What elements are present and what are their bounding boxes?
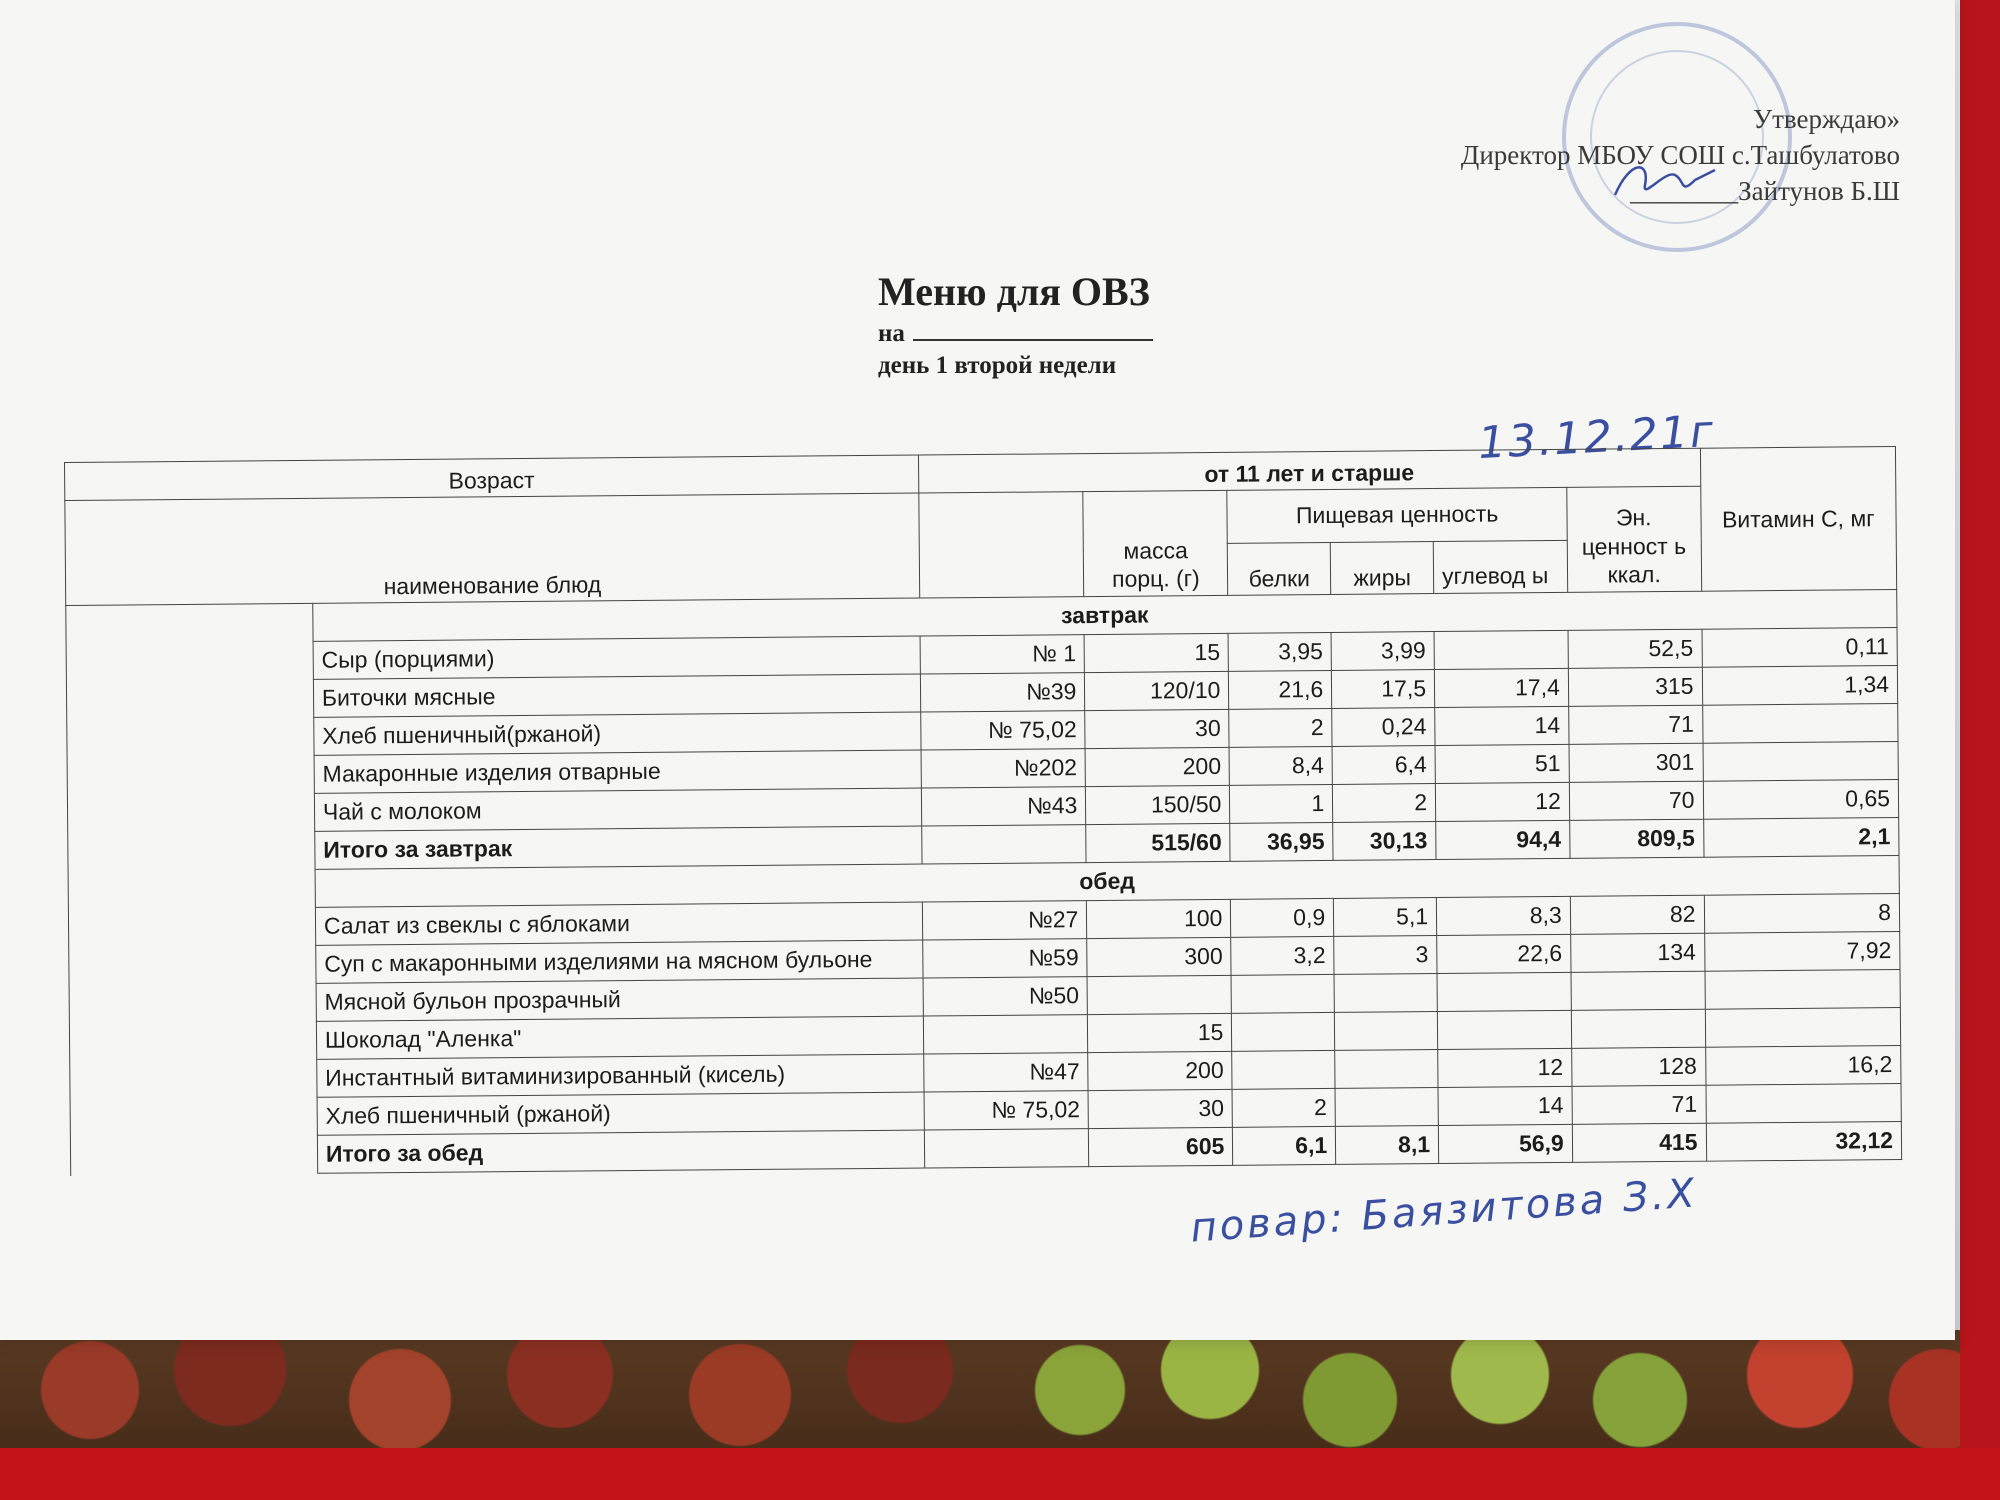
- cell-protein: 21,6: [1229, 670, 1332, 709]
- dish-name: Макаронные изделия отварные: [314, 750, 921, 793]
- cell-vitc: [1705, 969, 1901, 1009]
- cell-recipe: №27: [922, 901, 1087, 940]
- cell-energy: 809,5: [1569, 819, 1703, 858]
- cell-recipe: №43: [921, 787, 1086, 826]
- cell-protein: [1232, 1050, 1335, 1089]
- col-nutrition: Пищевая ценность: [1227, 487, 1567, 542]
- cell-energy: 82: [1570, 895, 1704, 934]
- cell-recipe: № 1: [920, 635, 1085, 674]
- cell-carbs: 14: [1438, 1086, 1572, 1125]
- cell-protein: 0,9: [1231, 898, 1334, 937]
- cell-fat: 30,13: [1333, 822, 1436, 861]
- cell-protein: [1232, 1012, 1335, 1051]
- dish-name: Биточки мясные: [313, 674, 920, 717]
- cell-fat: 3,99: [1331, 632, 1434, 671]
- col-vitc: Витамин С, мг: [1700, 447, 1897, 592]
- day-line: день 1 второй недели: [878, 352, 1117, 379]
- cell-carbs: 22,6: [1437, 934, 1571, 973]
- col-name: наименование блюд: [65, 493, 920, 605]
- red-frame-bottom: [0, 1448, 2000, 1500]
- approval-line-3: ________Зайтунов Б.Ш: [1630, 175, 1900, 206]
- cell-recipe: №59: [922, 939, 1087, 978]
- dish-name: Инстантный витаминизированный (кисель): [317, 1054, 924, 1097]
- cell-fat: 0,24: [1332, 708, 1435, 747]
- cell-protein: 36,95: [1230, 822, 1333, 861]
- cell-mass: 200: [1088, 1051, 1232, 1090]
- cell-protein: 8,4: [1229, 746, 1332, 785]
- menu-table: [64, 446, 1902, 1176]
- cell-carbs: 12: [1438, 1048, 1572, 1087]
- cell-recipe: № 75,02: [920, 711, 1085, 750]
- col-fat: жиры: [1330, 541, 1433, 594]
- dish-name: Мясной бульон прозрачный: [316, 978, 923, 1021]
- cell-carbs: [1437, 972, 1571, 1011]
- approval-line-2: Директор МБОУ СОШ с.Ташбулатово: [1460, 139, 1900, 170]
- section-lunch-label: обед: [315, 856, 1899, 908]
- cell-recipe: №50: [923, 977, 1088, 1016]
- cell-carbs: [1434, 630, 1568, 669]
- cell-mass: 100: [1087, 899, 1231, 938]
- red-frame-right: [1960, 0, 2000, 1500]
- cell-mass: 15: [1088, 1013, 1232, 1052]
- cell-carbs: 94,4: [1436, 820, 1570, 859]
- cell-protein: 2: [1229, 708, 1332, 747]
- approval-block: [1300, 102, 1900, 210]
- cell-recipe: [924, 1129, 1089, 1168]
- cell-carbs: [1437, 1010, 1571, 1049]
- cell-vitc: 1,34: [1702, 666, 1898, 706]
- cell-mass: 120/10: [1085, 671, 1229, 710]
- cell-carbs: 17,4: [1434, 668, 1568, 707]
- cell-energy: 71: [1572, 1085, 1706, 1124]
- age-value: от 11 лет и старше: [918, 448, 1700, 493]
- cell-fat: [1334, 974, 1437, 1013]
- cell-energy: 52,5: [1568, 629, 1702, 668]
- cell-vitc: [1706, 1083, 1902, 1123]
- cell-carbs: 8,3: [1436, 896, 1570, 935]
- menu-title: Меню для ОВЗ: [878, 269, 1150, 314]
- date-blank: [913, 319, 1153, 341]
- cell-recipe: № 75,02: [924, 1091, 1089, 1130]
- cell-carbs: 12: [1435, 782, 1569, 821]
- cell-recipe: №47: [923, 1053, 1088, 1092]
- cell-fat: 5,1: [1334, 898, 1437, 937]
- approval-line-1: Утверждаю»: [1752, 104, 1900, 134]
- cell-energy: [1571, 971, 1705, 1010]
- cell-carbs: 56,9: [1438, 1124, 1572, 1163]
- cell-mass: 300: [1087, 937, 1231, 976]
- cell-fat: 6,4: [1332, 746, 1435, 785]
- menu-heading: [878, 268, 1153, 380]
- cell-fat: [1335, 1088, 1438, 1127]
- cell-protein: [1231, 974, 1334, 1013]
- cell-vitc: [1703, 742, 1899, 782]
- age-label: Возраст: [65, 455, 919, 500]
- cell-fat: 2: [1333, 784, 1436, 823]
- cell-vitc: 0,11: [1702, 628, 1898, 668]
- cell-energy: [1571, 1009, 1705, 1048]
- cell-vitc: 16,2: [1705, 1045, 1901, 1085]
- cell-energy: 415: [1572, 1123, 1706, 1162]
- table-left-gutter: [66, 603, 318, 1175]
- cell-carbs: 14: [1435, 706, 1569, 745]
- dish-name: Итого за обед: [317, 1130, 924, 1173]
- cell-mass: 605: [1089, 1127, 1233, 1166]
- cell-protein: 6,1: [1233, 1126, 1336, 1165]
- col-mass: масса порц. (г): [1083, 490, 1228, 596]
- handwritten-date: 13.12.21г: [1476, 405, 1717, 470]
- section-breakfast-label: завтрак: [313, 590, 1897, 642]
- date-line: [878, 319, 1153, 348]
- col-energy: Эн. ценност ь ккал.: [1567, 486, 1702, 592]
- date-line-label: на: [878, 320, 905, 347]
- cell-recipe: [921, 825, 1086, 864]
- cell-mass: 200: [1085, 747, 1229, 786]
- cell-vitc: 7,92: [1704, 931, 1900, 971]
- cell-recipe: [923, 1015, 1088, 1054]
- cell-energy: 134: [1570, 933, 1704, 972]
- cell-mass: 15: [1084, 633, 1228, 672]
- dish-name: Хлеб пшеничный (ржаной): [317, 1092, 924, 1135]
- cell-protein: 2: [1232, 1088, 1335, 1127]
- cell-carbs: 51: [1435, 744, 1569, 783]
- dish-name: Хлеб пшеничный(ржаной): [314, 712, 921, 755]
- cell-recipe: №39: [920, 673, 1085, 712]
- cell-vitc: [1705, 1007, 1901, 1047]
- cell-energy: 128: [1571, 1047, 1705, 1086]
- director-signature: [1610, 150, 1720, 210]
- cell-energy: 71: [1568, 705, 1702, 744]
- dish-name: Салат из свеклы с яблоками: [315, 902, 922, 945]
- cell-energy: 315: [1568, 667, 1702, 706]
- cell-energy: 70: [1569, 781, 1703, 820]
- cell-vitc: 0,65: [1703, 780, 1899, 820]
- cell-fat: 8,1: [1336, 1126, 1439, 1165]
- col-carbs: углевод ы: [1433, 540, 1567, 594]
- col-recipe: [919, 492, 1084, 598]
- cell-fat: [1335, 1050, 1438, 1089]
- dish-name: Суп с макаронными изделиями на мясном бульоне: [316, 940, 923, 983]
- cell-protein: 3,95: [1228, 632, 1331, 671]
- cell-protein: 1: [1230, 784, 1333, 823]
- cell-vitc: 8: [1704, 894, 1900, 934]
- cell-fat: 17,5: [1332, 670, 1435, 709]
- cell-mass: 30: [1085, 709, 1229, 748]
- cell-mass: [1087, 975, 1231, 1014]
- cell-mass: 30: [1088, 1089, 1232, 1128]
- handwritten-cook-signature: повар: Баязитова З.Х: [1189, 1170, 1699, 1252]
- cell-recipe: №202: [921, 749, 1086, 788]
- cell-fat: 3: [1334, 936, 1437, 975]
- cell-vitc: 32,12: [1706, 1121, 1902, 1161]
- cell-energy: 301: [1569, 743, 1703, 782]
- cell-vitc: [1702, 704, 1898, 744]
- cell-vitc: 2,1: [1703, 818, 1899, 858]
- cell-mass: 150/50: [1086, 785, 1230, 824]
- menu-table-body: [66, 590, 1902, 1176]
- cell-mass: 515/60: [1086, 823, 1230, 862]
- cell-fat: [1335, 1012, 1438, 1051]
- dish-name: Итого за завтрак: [315, 826, 922, 869]
- dish-name: Сыр (порциями): [313, 636, 920, 679]
- col-protein: белки: [1228, 542, 1331, 595]
- dish-name: Шоколад "Аленка": [316, 1016, 923, 1059]
- dish-name: Чай с молоком: [314, 788, 921, 831]
- cell-protein: 3,2: [1231, 936, 1334, 975]
